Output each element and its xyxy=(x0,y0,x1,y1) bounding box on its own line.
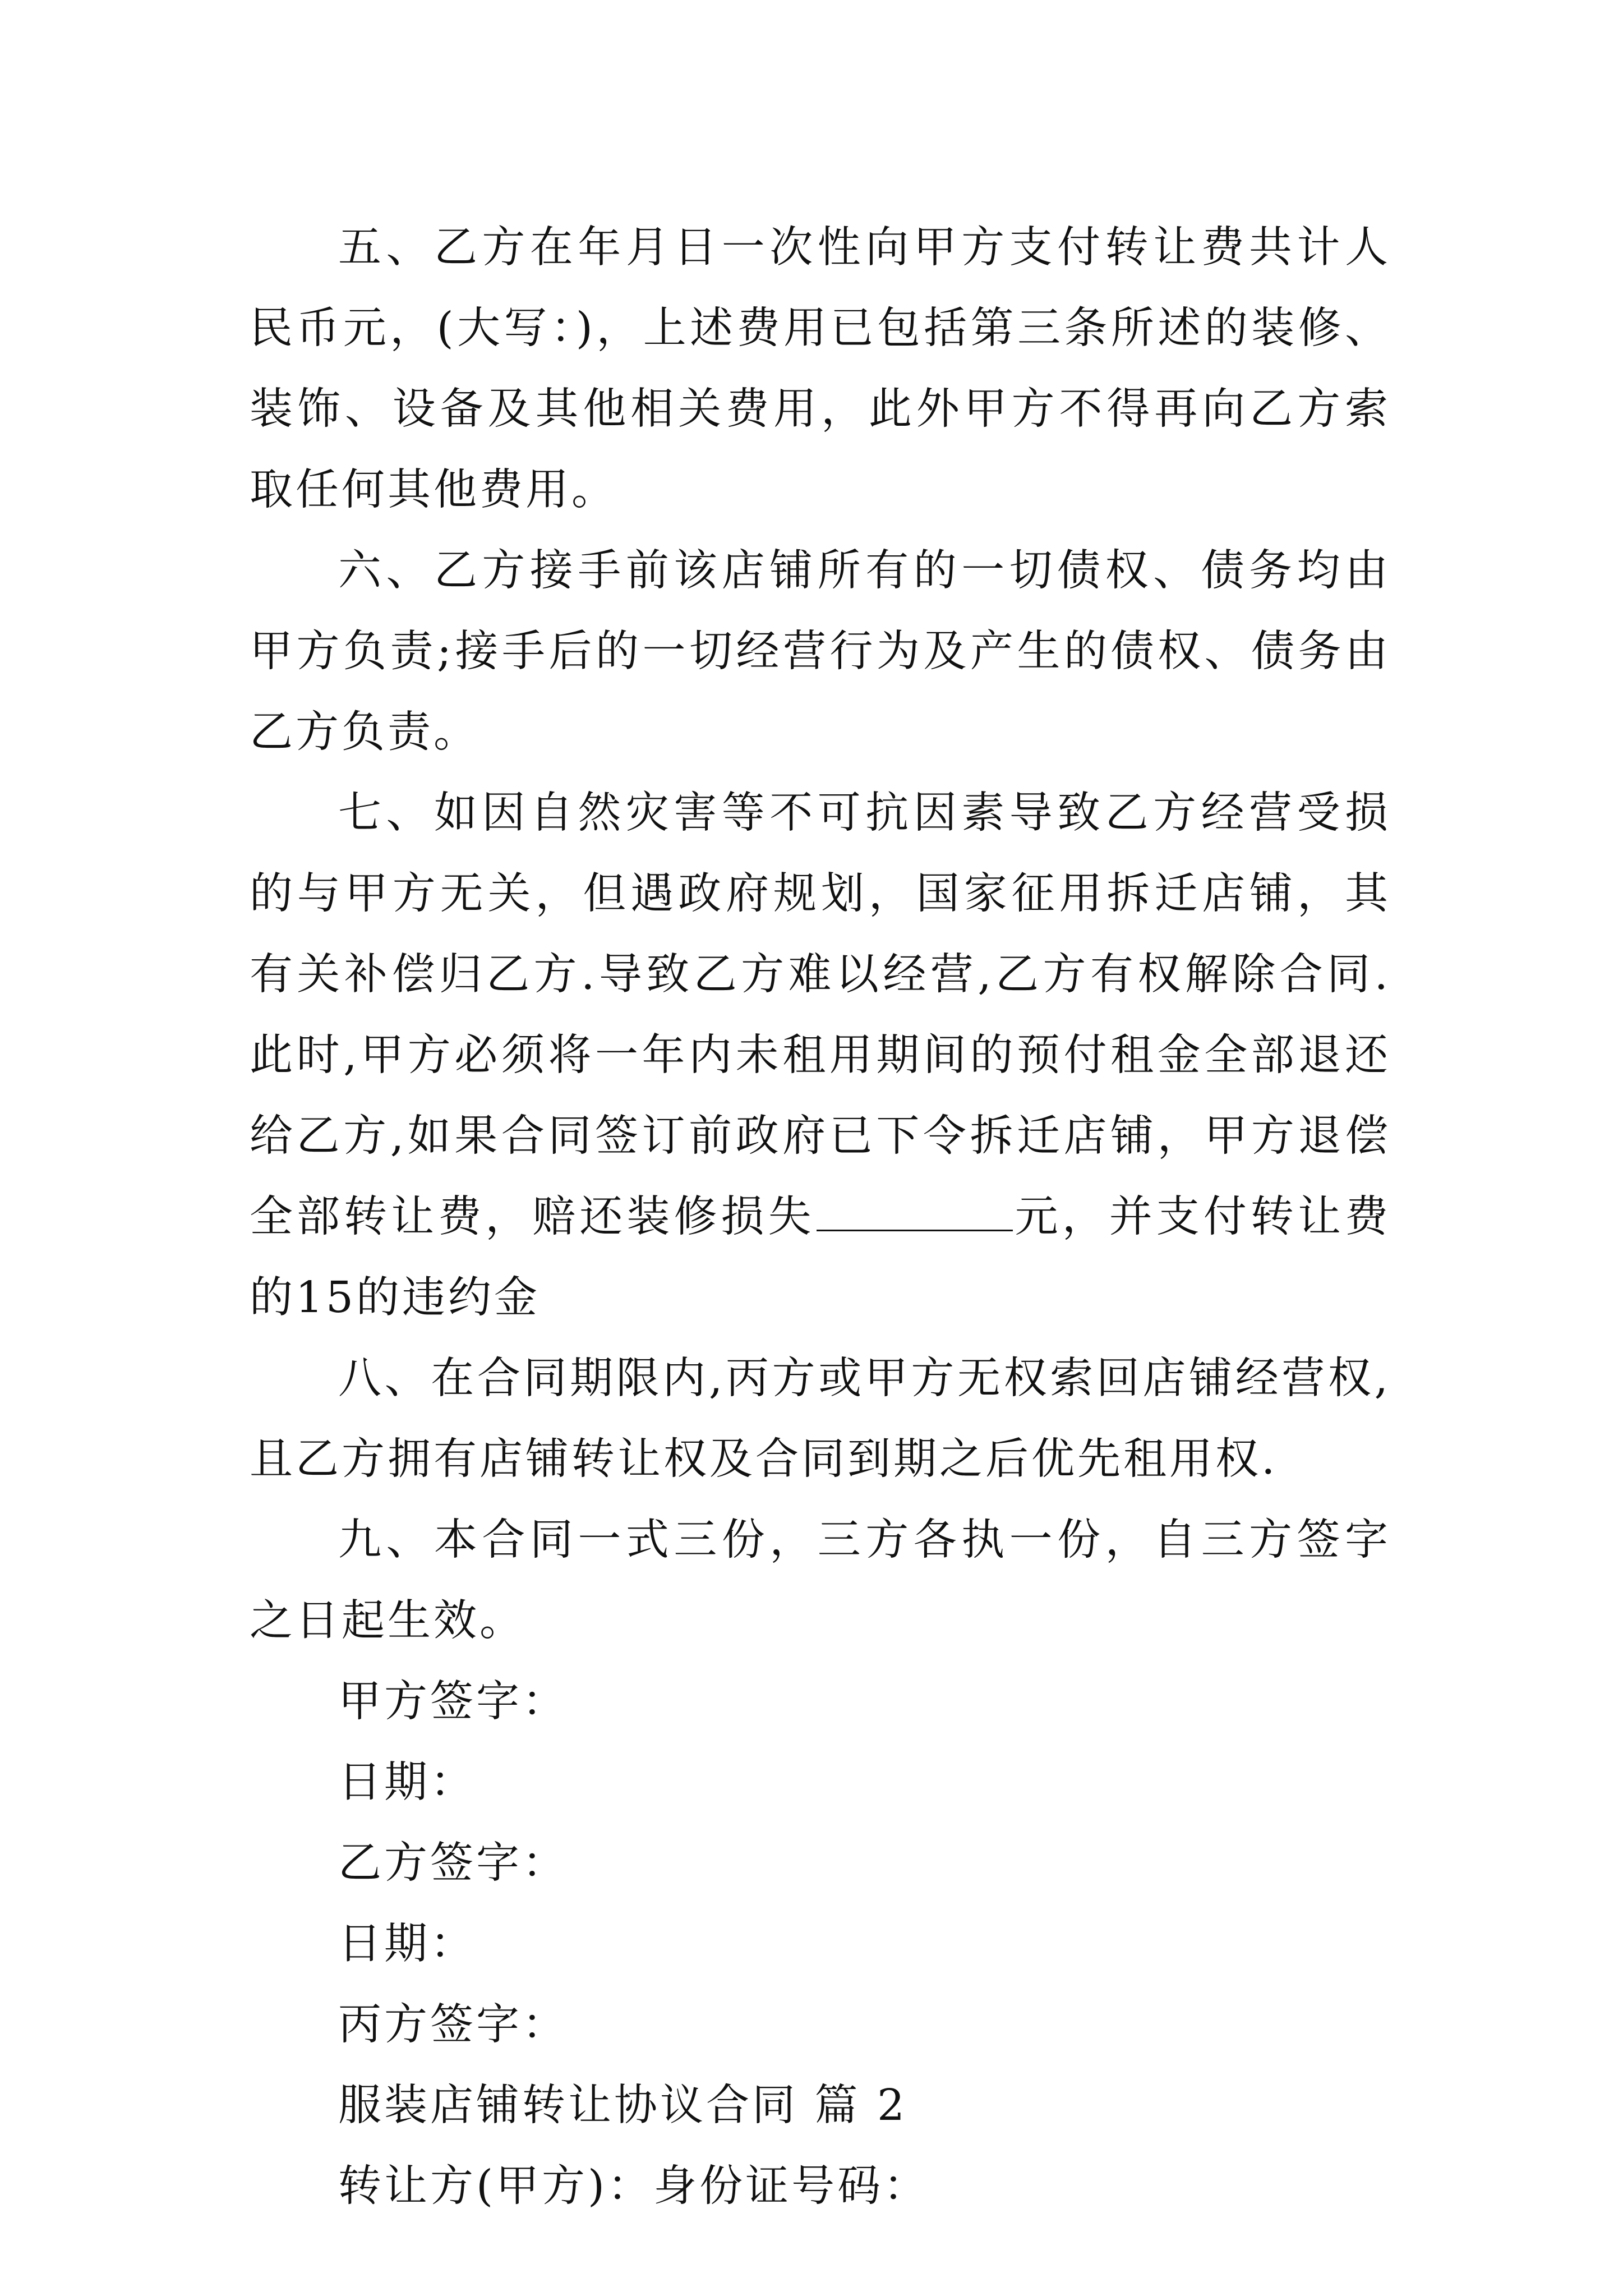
clause-7-tail: 元，并支付转让费的15的违约金 xyxy=(250,1192,1391,1323)
clause-8: 八、在合同期限内,丙方或甲方无权索回店铺经营权,且乙方拥有店铺转让权及合同到期之后优先租用权. xyxy=(250,1354,1391,1484)
party-b-signature: 乙方签字： xyxy=(338,1838,568,1888)
contract-body xyxy=(250,208,1391,2227)
amount-blank xyxy=(817,1196,1013,1231)
clause-9: 九、本合同一式三份，三方各执一份，自三方签字之日起生效。 xyxy=(250,1515,1391,1646)
party-c-signature: 丙方签字： xyxy=(338,2000,568,2050)
clause-7-text: 七、如因自然灾害等不可抗因素导致乙方经营受损的与甲方无关，但遇政府规划，国家征用拆迁店铺，其有关补偿归乙方.导致乙方难以经营,乙方有权解除合同.此时,甲方必须将一年内未租用期间的预付租金全部退还给乙方,如果合同签订前政府已下令拆迁店铺，甲方退偿全部转让费，赔还装修损失 xyxy=(250,788,1391,1242)
party-b-date: 日期： xyxy=(338,1919,476,1969)
transferor-line: 转让方(甲方)：身份证号码： xyxy=(338,2161,930,2211)
clause-7 xyxy=(250,773,1391,1338)
clause-5: 五、乙方在年月日一次性向甲方支付转让费共计人民币元，(大写：)，上述费用已包括第三条所述的装修、装饰、设备及其他相关费用，此外甲方不得再向乙方索取任何其他费用。 xyxy=(250,223,1391,515)
party-a-signature: 甲方签字： xyxy=(338,1677,568,1727)
party-a-date: 日期： xyxy=(338,1757,476,1807)
section-title: 服装店铺转让协议合同 篇 2 xyxy=(338,2081,907,2131)
clause-6: 六、乙方接手前该店铺所有的一切债权、债务均由甲方负责;接手后的一切经营行为及产生的债权、债务由乙方负责。 xyxy=(250,546,1391,757)
